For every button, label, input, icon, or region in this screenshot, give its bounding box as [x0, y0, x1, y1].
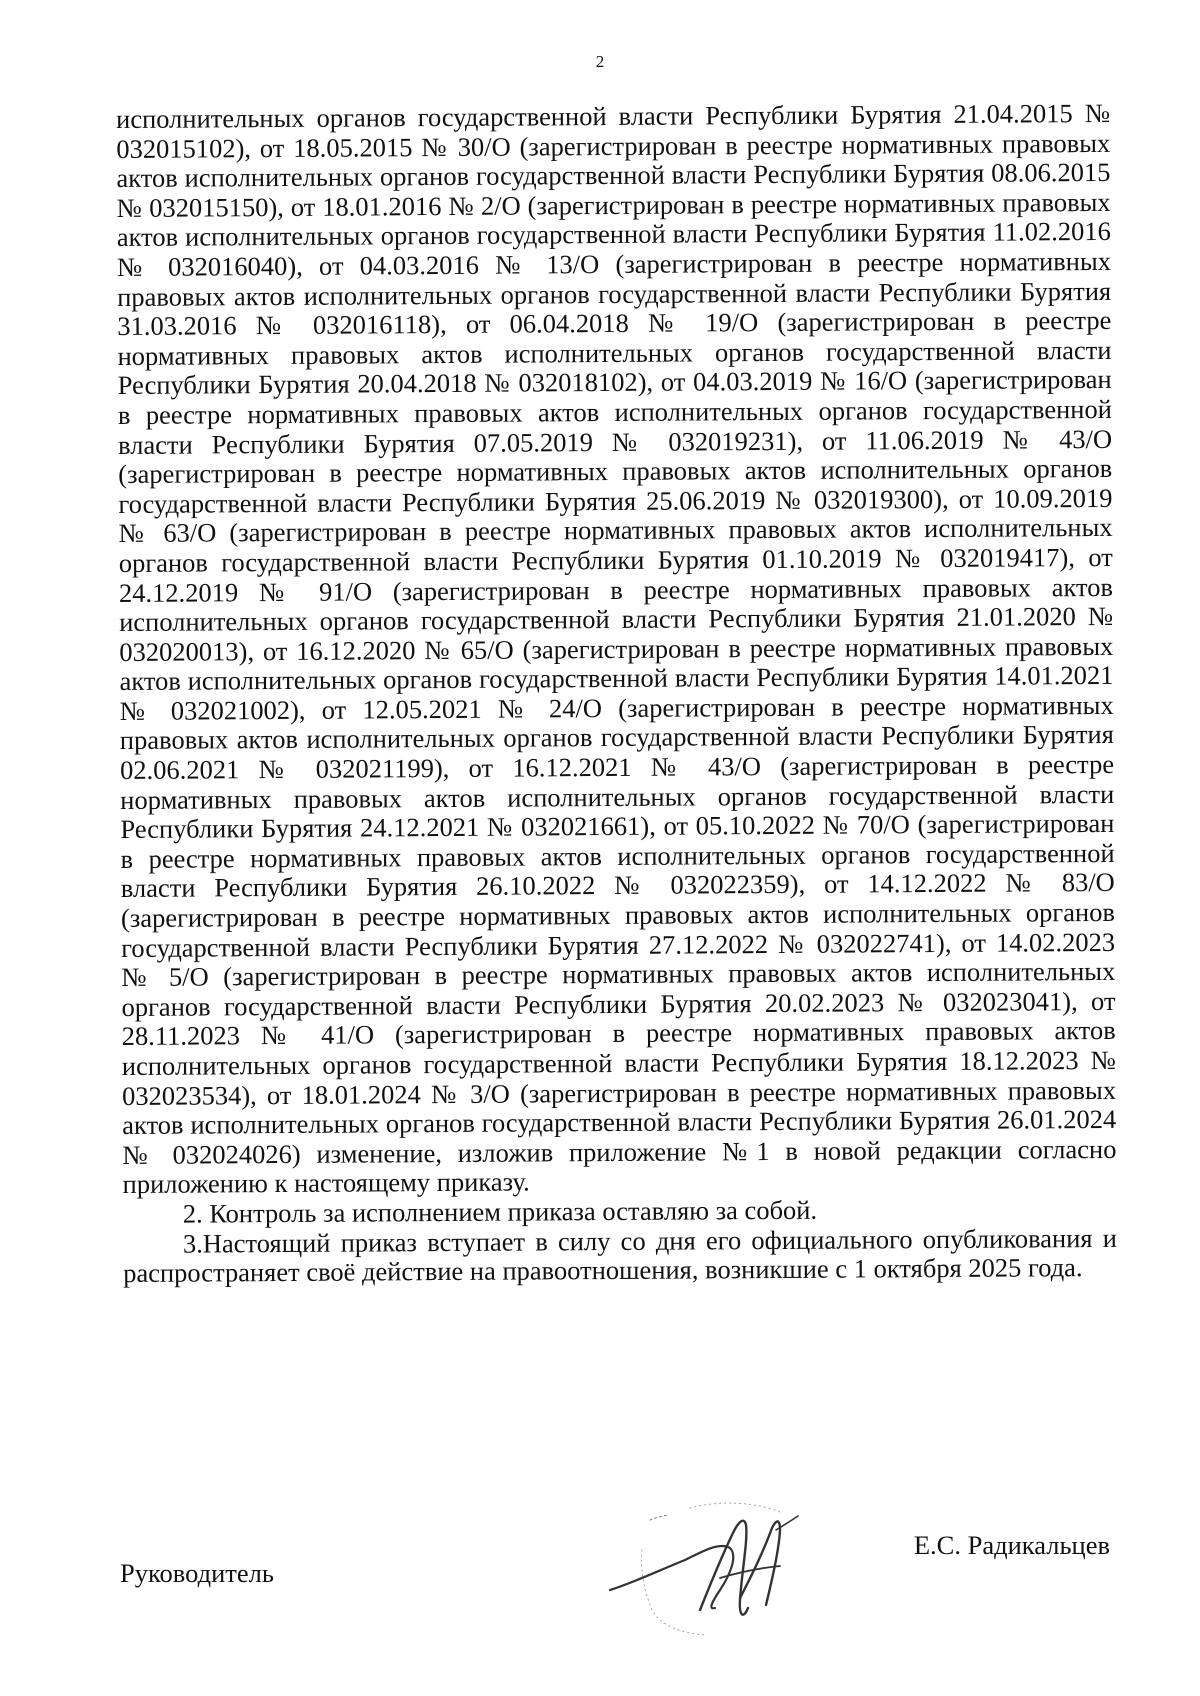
continuation-paragraph: исполнительных органов государственной власти Республики Бурятия 21.04.2015 № 032015102), от 18.05.2015 № 30/О (зарегистрирован в реестре нормативных правовых актов исполнительных органов государственной власти Республики Бурятия 08.06.2015 № 032015150), от 18.01.2016 № 2/О (зарегистрирован в реестре нормативных правовых актов исполнительных органов государственной власти Республики Бурятия 11.02.2016 № 032016040), от 04.03.2016 № 13/О (зарегистрирован в реестре нормативных правовых актов исполнительных органов государственной власти Республики Бурятия 31.03.2016 № 032016118), от 06.04.2018 № 19/О (зарегистрирован в реестре нормативных правовых актов исполнительных органов государственной власти Республики Бурятия 20.04.2018 № 032018102), от 04.03.2019 № 16/О (зарегистрирован в реестре нормативных правовых актов исполнительных органов государственной власти Республики Бурятия 07.05.2019 № 032019231), от 11.06.2019 № 43/О (зарегистрирован в реестре нормативных правовых актов исполнительных органов государственной власти Республики Бурятия 25.06.2019 № 032019300), от 10.09.2019 № 63/О (зарегистрирован в реестре нормативных правовых актов исполнительных органов государственной власти Республики Бурятия 01.10.2019 № 032019417), от 24.12.2019 № 91/О (зарегистрирован в реестре нормативных правовых актов исполнительных органов государственной власти Республики Бурятия 21.01.2020 № 032020013), от 16.12.2020 № 65/О (зарегистрирован в реестре нормативных правовых актов исполнительных органов государственной власти Республики Бурятия 14.01.2021 № 032021002), от 12.05.2021 № 24/О (зарегистрирован в реестре нормативных правовых актов исполнительных органов государственной власти Республики Бурятия 02.06.2021 № 032021199), от 16.12.2021 № 43/О (зарегистрирован в реестре нормативных правовых актов исполнительных органов государственной власти Республики Бурятия 24.12.2021 № 032021661), от 05.10.2022 № 70/О (зарегистрирован в реестре нормативных правовых актов исполнительных органов государственной власти Республики Бурятия 26.10.2022 № 032022359), от 14.12.2022 № 83/О (зарегистрирован в реестре нормативных правовых актов исполнительных органов государственной власти Республики Бурятия 27.12.2022 № 032022741), от 14.02.2023 № 5/О (зарегистрирован в реестре нормативных правовых актов исполнительных органов государственной власти Республики Бурятия 20.02.2023 № 032023041), от 28.11.2023 № 41/О (зарегистрирован в реестре нормативных правовых актов исполнительных органов государственной власти Республики Бурятия 18.12.2023 № 032023534), от 18.01.2024 № 3/О (зарегистрирован в реестре нормативных правовых актов исполнительных органов государственной власти Республики Бурятия 26.01.2024 № 032024026) изменение, изложив приложение №1 в новой редакции согласно приложению к настоящему приказу. [115, 97, 1117, 1200]
signature-block [120, 1530, 1110, 1610]
document-body [116, 99, 1117, 1289]
page-number: 2 [595, 52, 605, 71]
item-2-paragraph: 2. Контроль за исполнением приказа оставляю за собой. [182, 1194, 818, 1229]
signer-position: Руководитель [120, 1558, 274, 1588]
item-3-paragraph: 3.Настоящий приказ вступает в силу со дня его официального опубликования и распространяет своё действие на правоотношения, возникшие с 1 октября 2025 года. [123, 1222, 1118, 1289]
signer-name: Е.С. Радикальцев [913, 1530, 1110, 1560]
